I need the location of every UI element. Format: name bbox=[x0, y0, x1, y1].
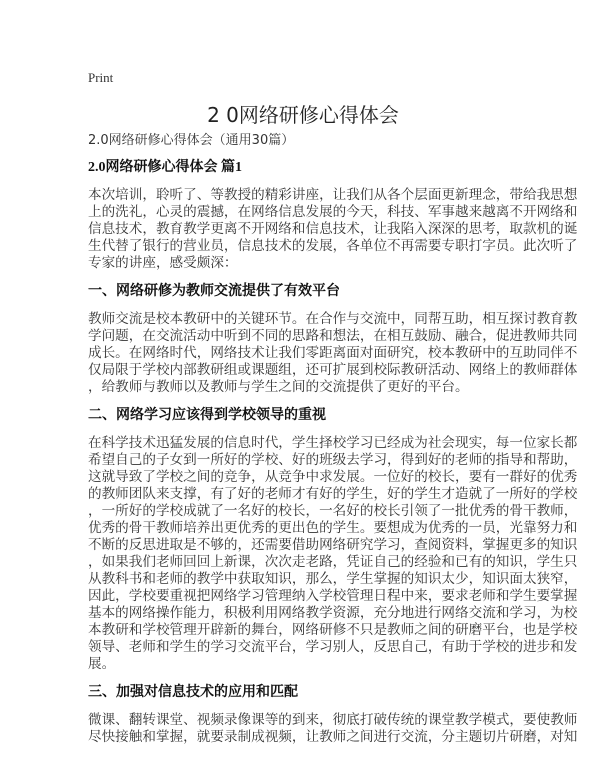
text-line: 希望自己的子女到一所好的学校、好的班级去学习，得到好的老师的指导和帮助， bbox=[88, 452, 578, 468]
text-line: ，一所好的学校成就了一名好的校长，一名好的校长引领了一批优秀的骨干教师， bbox=[88, 503, 578, 519]
text-line: 本教研和学校管理开辟新的舞台，网络研修不只是教师之间的研磨平台，也是学校 bbox=[88, 622, 578, 638]
text-line: 领导、老师和学生的学习交流平台，学习别人，反思自己，有助于学校的进步和发 bbox=[88, 639, 578, 655]
sections bbox=[88, 283, 578, 746]
section-paragraph bbox=[88, 435, 578, 673]
text-line: 教师交流是校本教研中的关键环节。在合作与交流中，同帮互助，相互探讨教育教 bbox=[88, 311, 578, 327]
text-line: ，如果我们老师回回上新课，次次走老路，凭证自己的经验和已有的知识，学生只 bbox=[88, 554, 578, 570]
text-line: 因此，学校要重视把网络学习管理纳入学校管理日程中来，要求老师和学生要掌握 bbox=[88, 588, 578, 604]
text-line: 本次培训，聆听了、等教授的精彩讲座，让我们从各个层面更新理念，带给我思想 bbox=[88, 187, 578, 203]
section-paragraph bbox=[88, 712, 578, 746]
section-paragraph bbox=[88, 311, 578, 396]
section-heading: 一、网络研修为教师交流提供了有效平台 bbox=[88, 284, 340, 299]
intro-paragraph bbox=[88, 187, 578, 272]
text-line: 微课、翻转课堂、视频录像课等的到来，彻底打破传统的课堂教学模式，要使教师 bbox=[88, 712, 578, 728]
text-line: 不断的反思进取是不够的，还需要借助网络研究学习，查阅资料，掌握更多的知识 bbox=[88, 537, 578, 553]
text-line: 基本的网络操作能力，积极利用网络教学资源，充分地进行网络交流和学习，为校 bbox=[88, 605, 578, 621]
article-heading: 2.0网络研修心得体会 篇1 bbox=[88, 160, 242, 175]
section-heading: 二、网络学习应该得到学校领导的重视 bbox=[88, 408, 326, 423]
text-line: 这就导致了学校之间的竞争，从竞争中求发展。一位好的校长，要有一群好的优秀 bbox=[88, 469, 578, 485]
document-subtitle: 2.0网络研修心得体会（通用30篇） bbox=[88, 133, 295, 148]
text-line: 专家的讲座，感受颇深： bbox=[88, 255, 238, 271]
text-line: 学问题，在交流活动中听到不同的思路和想法，在相互鼓励、融合，促进教师共同 bbox=[88, 328, 578, 344]
section-heading: 三、加强对信息技术的应用和匹配 bbox=[88, 685, 298, 700]
print-link[interactable]: Print bbox=[88, 70, 114, 85]
text-line: 仅局限于学校内部教研组或课题组，还可扩展到校际教研活动、网络上的教师群体 bbox=[88, 362, 578, 378]
text-line: 从教科书和老师的教学中获取知识，那么，学生掌握的知识太少，知识面太狭窄， bbox=[88, 571, 578, 587]
text-line: 尽快接触和掌握，就要录制成视频，让教师之间进行交流，分主题切片研磨，对知 bbox=[88, 729, 578, 745]
page-title: 2 0网络研修心得体会 bbox=[207, 103, 399, 127]
text-line: 在科学技术迅猛发展的信息时代，学生择校学习已经成为社会现实，每一位家长都 bbox=[88, 435, 578, 451]
text-line: 的教师团队来支撑，有了好的老师才有好的学生，好的学生才造就了一所好的学校 bbox=[88, 486, 578, 502]
text-line: ，给教师与教师以及教师与学生之间的交流提供了更好的平台。 bbox=[88, 379, 469, 395]
text-line: 成长。在网络时代，网络技术让我们零距离面对面研究，校本教研中的互助同伴不 bbox=[88, 345, 578, 361]
text-line: 生代替了银行的营业员，信息技术的发展，各单位不再需要专职打字员。此次听了 bbox=[88, 238, 578, 254]
text-line: 信息技术，教育教学更离不开网络和信息技术，让我陷入深深的思考，取款机的诞 bbox=[88, 221, 578, 237]
text-line: 上的洗礼，心灵的震撼，在网络信息发展的今天，科技、军事越来越离不开网络和 bbox=[88, 204, 578, 220]
text-line: 优秀的骨干教师培养出更优秀的更出色的学生。要想成为优秀的一员，光靠努力和 bbox=[88, 520, 578, 536]
text-line: 展。 bbox=[88, 656, 116, 672]
document-body bbox=[88, 132, 578, 757]
